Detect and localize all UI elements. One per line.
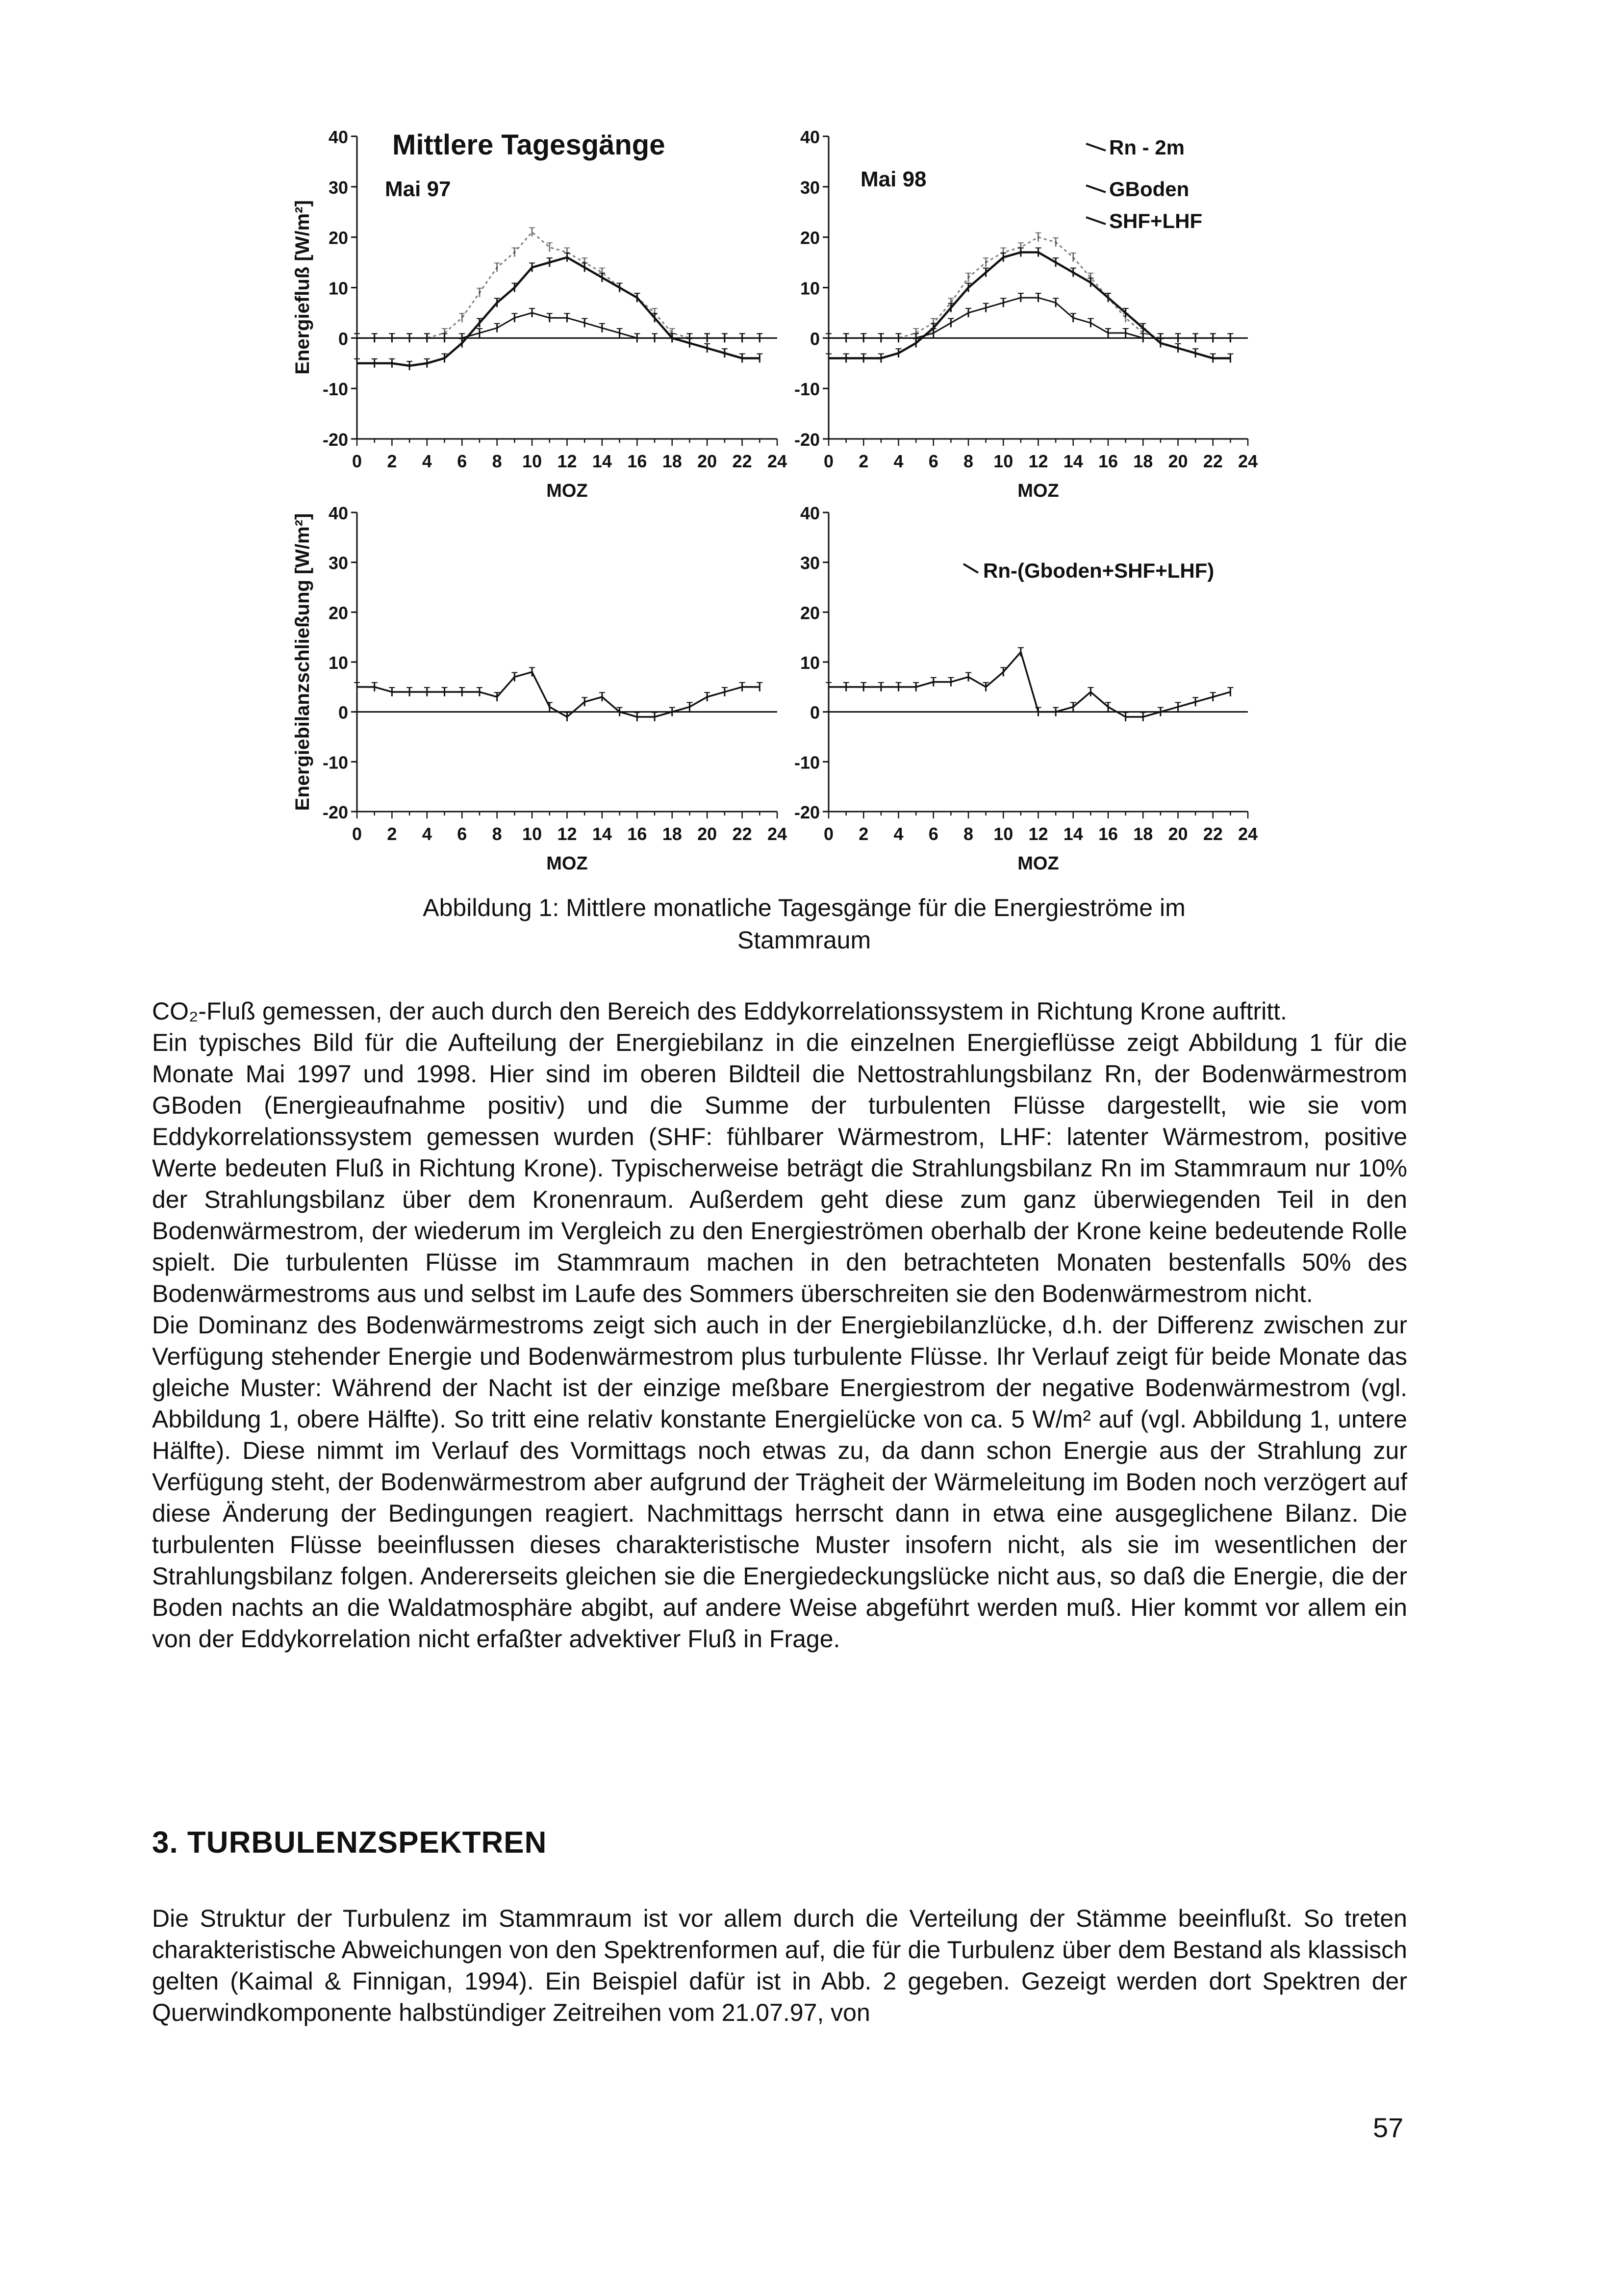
- x-tick-label: 12: [557, 824, 577, 844]
- y-tick-label: 40: [328, 127, 348, 147]
- x-tick-label: 16: [627, 824, 647, 844]
- x-tick-label: 12: [1028, 824, 1048, 844]
- y-tick-label: -10: [322, 752, 348, 773]
- y-tick-label: 20: [800, 228, 820, 248]
- caption-line-2: Stammraum: [737, 926, 871, 954]
- figure-1: [0, 0, 1621, 883]
- x-tick-label: 24: [1238, 451, 1258, 471]
- x-tick-label: 20: [697, 451, 717, 471]
- legend-swatch: [1086, 217, 1106, 224]
- x-tick-label: 20: [1168, 451, 1188, 471]
- y-tick-label: 0: [338, 702, 348, 723]
- panel-label-mai97: Mai 97: [385, 177, 451, 201]
- x-tick-label: 6: [457, 451, 467, 471]
- figure-caption: [275, 892, 1334, 956]
- x-tick-label: 18: [1133, 451, 1153, 471]
- x-tick-label: 18: [1133, 824, 1153, 844]
- x-tick-label: 12: [557, 451, 577, 471]
- x-tick-label: 8: [492, 451, 502, 471]
- y-tick-label: -10: [794, 379, 820, 400]
- x-tick-label: 18: [662, 824, 682, 844]
- x-tick-label: 10: [993, 451, 1013, 471]
- x-tick-label: 20: [1168, 824, 1188, 844]
- y-tick-label: 0: [810, 329, 820, 349]
- legend-label: Rn - 2m: [1109, 136, 1185, 159]
- x-tick-label: 0: [823, 824, 834, 844]
- x-tick-label: 12: [1028, 451, 1048, 471]
- y-tick-label: 30: [800, 177, 820, 198]
- y-axis-label-top: Energiefluß [W/m²]: [292, 200, 313, 375]
- x-tick-label: 22: [732, 451, 752, 471]
- x-tick-label: 22: [1203, 824, 1223, 844]
- paragraph: Die Dominanz des Bodenwärmestroms zeigt sich auch in der Energiebilanzlücke, d.h. der Differenz zwischen zur Verfügung stehender Energie und Bodenwärmestrom plus turbulente Flüsse. Ihr Verlauf zeigt für beide Monate das gleiche Muster: Während der Nacht ist der einzige meßbare Energiestrom der negative Bodenwärmestrom (vgl. Abbildung 1, obere Hälfte). So tritt eine relativ konstante Energielücke von ca. 5 W/m² auf (vgl. Abbildung 1, untere Hälfte). Diese nimmt im Verlauf des Vormittags noch etwas zu, da dann schon Energie aus der Strahlung zur Verfügung steht, der Bodenwärmestrom aber aufgrund der Trägheit der Wärmeleitung im Boden noch verzögert auf diese Änderung der Bedingungen reagiert. Nachmittags herrscht dann in etwa eine ausgeglichene Bilanz. Die turbulenten Flüsse beeinflussen dieses charakteristische Muster insofern nicht, als sie im wesentlichen der Strahlungsbilanz folgen. Andererseits gleichen sie die Energiedeckungslücke nicht aus, so daß die Energie, die der Boden nachts an die Waldatmosphäre abgibt, auf andere Weise abgeführt werden muß. Hier kommt vor allem ein von der Eddykorrelation nicht erfaßter advektiver Fluß in Frage.: [152, 1311, 1407, 1653]
- y-tick-label: -20: [322, 430, 348, 450]
- paragraph: Die Struktur der Turbulenz im Stammraum ist vor allem durch die Verteilung der Stämme beeinflußt. So treten charakteristische Abweichungen von den Spektrenformen auf, die für die Turbulenz über dem Bestand als klassisch gelten (Kaimal & Finnigan, 1994). Ein Beispiel dafür ist in Abb. 2 gegeben. Gezeigt werden dort Spektren der Querwindkomponente halbstündiger Zeitreihen vom 21.07.97, von: [152, 1905, 1407, 2026]
- y-tick-label: 20: [800, 603, 820, 623]
- x-tick-label: 22: [1203, 451, 1223, 471]
- x-tick-label: 6: [928, 824, 938, 844]
- x-axis-label: MOZ: [1017, 481, 1059, 501]
- x-axis-label: MOZ: [546, 481, 588, 501]
- series-line-1: [829, 253, 1230, 358]
- x-tick-label: 16: [1098, 824, 1118, 844]
- paragraph: Ein typisches Bild für die Aufteilung der Energiebilanz in die einzelnen Energieflüsse zeigt Abbildung 1 für die Monate Mai 1997 und 1998. Hier sind im oberen Bildteil die Nettostrahlungsbilanz Rn, der Bodenwärmestrom GBoden (Energieaufnahme positiv) und die Summe der turbulenten Flüsse dargestellt, wie sie vom Eddykorrelationssystem gemessen wurden (SHF: fühlbarer Wärmestrom, LHF: latenter Wärmestrom, positive Werte bedeuten Fluß in Richtung Krone). Typischerweise beträgt die Strahlungsbilanz Rn im Stammraum nur 10% der Strahlungsbilanz über dem Kronenraum. Außerdem geht diese zum ganz überwiegenden Teil in den Bodenwärmestrom, der wiederum im Vergleich zu den Energieströmen oberhalb der Krone keine bedeutende Rolle spielt. Die turbulenten Flüsse im Stammraum machen in den betrachteten Monaten bestenfalls 50% des Bodenwärmestroms aus und selbst im Laufe des Sommers überschreiten sie den Bodenwärmestrom nicht.: [152, 1029, 1407, 1307]
- legend-label-bottom: Rn-(Gboden+SHF+LHF): [983, 559, 1215, 582]
- y-tick-label: -20: [794, 430, 820, 450]
- x-tick-label: 8: [963, 824, 974, 844]
- legend-swatch: [1086, 144, 1106, 151]
- body-text: [152, 995, 1407, 1655]
- y-axis-label-bottom: Energiebilanzschließung [W/m²]: [292, 513, 313, 811]
- y-tick-label: 30: [328, 553, 348, 573]
- x-tick-label: 14: [1063, 451, 1083, 471]
- series-line-2: [829, 298, 1230, 338]
- x-tick-label: 16: [627, 451, 647, 471]
- x-tick-label: 8: [963, 451, 974, 471]
- y-tick-label: 40: [800, 127, 820, 147]
- x-tick-label: 4: [422, 824, 432, 844]
- x-axis-label: MOZ: [546, 853, 588, 874]
- x-tick-label: 14: [592, 824, 612, 844]
- x-tick-label: 4: [893, 451, 904, 471]
- y-tick-label: 40: [800, 503, 820, 523]
- x-tick-label: 2: [859, 451, 869, 471]
- y-tick-label: 20: [328, 228, 348, 248]
- x-tick-label: 4: [422, 451, 432, 471]
- y-tick-label: 0: [810, 702, 820, 723]
- x-tick-label: 0: [823, 451, 834, 471]
- page-number: 57: [1373, 2112, 1404, 2143]
- x-tick-label: 14: [592, 451, 612, 471]
- paragraph: CO₂-Fluß gemessen, der auch durch den Bereich des Eddykorrelationssystem in Richtung Krone auftritt.: [152, 997, 1287, 1025]
- y-tick-label: 10: [800, 653, 820, 673]
- x-tick-label: 6: [928, 451, 938, 471]
- series-line-2: [357, 313, 760, 338]
- x-tick-label: 0: [352, 451, 362, 471]
- x-tick-label: 0: [352, 824, 362, 844]
- section-body: [152, 1903, 1407, 2028]
- x-tick-label: 10: [522, 451, 542, 471]
- x-tick-label: 24: [767, 451, 787, 471]
- legend-label: SHF+LHF: [1109, 209, 1203, 232]
- series-line-0: [357, 232, 760, 338]
- x-tick-label: 2: [387, 824, 397, 844]
- legend-swatch: [1086, 185, 1106, 192]
- section-heading: 3. TURBULENZSPEKTREN: [152, 1826, 547, 1860]
- x-tick-label: 14: [1063, 824, 1083, 844]
- x-tick-label: 16: [1098, 451, 1118, 471]
- legend-label: GBoden: [1109, 178, 1190, 201]
- y-tick-label: 30: [800, 553, 820, 573]
- y-tick-label: 20: [328, 603, 348, 623]
- figure-1-charts: [0, 0, 1621, 883]
- series-line-1: [357, 257, 760, 366]
- y-tick-label: -10: [794, 752, 820, 773]
- x-tick-label: 10: [522, 824, 542, 844]
- x-tick-label: 10: [993, 824, 1013, 844]
- caption-line-1: Abbildung 1: Mittlere monatliche Tagesgänge für die Energieströme im: [423, 894, 1186, 921]
- y-tick-label: 10: [328, 653, 348, 673]
- y-tick-label: -20: [322, 802, 348, 822]
- y-tick-label: 10: [800, 278, 820, 299]
- y-tick-label: 10: [328, 278, 348, 299]
- x-tick-label: 24: [1238, 824, 1258, 844]
- x-tick-label: 8: [492, 824, 502, 844]
- chart-title: Mittlere Tagesgänge: [392, 129, 665, 161]
- x-tick-label: 18: [662, 451, 682, 471]
- y-tick-label: 40: [328, 503, 348, 523]
- y-tick-label: -20: [794, 802, 820, 822]
- y-tick-label: -10: [322, 379, 348, 400]
- x-tick-label: 6: [457, 824, 467, 844]
- x-tick-label: 2: [859, 824, 869, 844]
- panel-label-mai98: Mai 98: [861, 167, 927, 191]
- x-tick-label: 20: [697, 824, 717, 844]
- x-tick-label: 2: [387, 451, 397, 471]
- legend-swatch: [963, 564, 978, 573]
- y-tick-label: 30: [328, 177, 348, 198]
- x-axis-label: MOZ: [1017, 853, 1059, 874]
- x-tick-label: 22: [732, 824, 752, 844]
- y-tick-label: 0: [338, 329, 348, 349]
- series-line-0: [829, 652, 1230, 717]
- x-tick-label: 24: [767, 824, 787, 844]
- series-line-0: [357, 672, 760, 717]
- x-tick-label: 4: [893, 824, 904, 844]
